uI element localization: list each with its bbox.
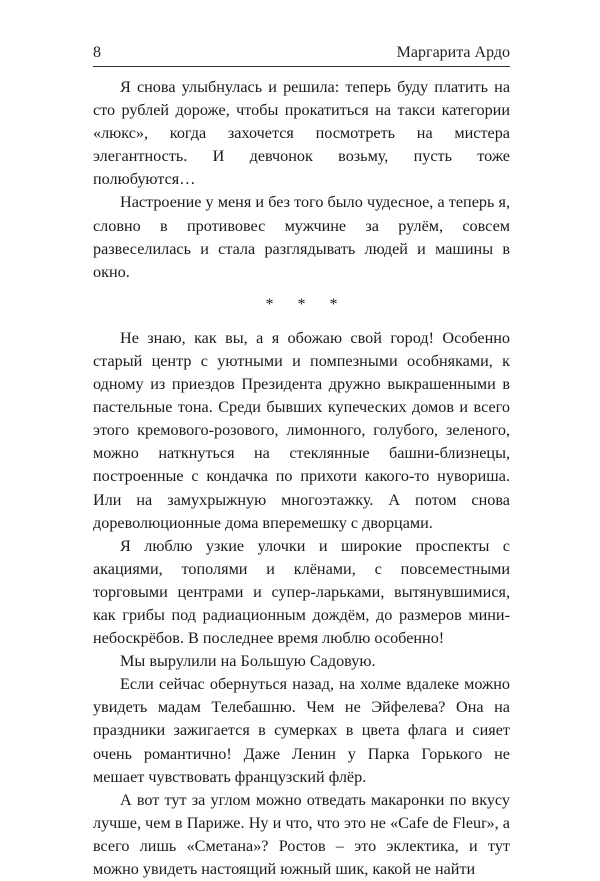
paragraph: Если сейчас обернуться назад, на холме вдалеке можно увидеть мадам Телебашню. Чем не Эйфелева? Она на праздники зажигается в сумерках в цвета флага и сияет очень романтично! Даже Ленин у Парка Горького не мешает чувствовать французский флёр. (93, 675, 510, 786)
section-separator: * * * (265, 295, 348, 313)
body-text (93, 76, 510, 881)
page-number: 8 (93, 44, 101, 61)
header-rule (93, 66, 510, 67)
paragraph: А вот тут за углом можно отведать макаронки по вкусу лучше, чем в Париже. Ну и что, что это не «Cafe de Fleur», а всего лишь «Сметана»? Ростов – это эклектика, и тут можно увидеть настоящий южный шик, какой не найти (93, 790, 510, 878)
paragraph: Я люблю узкие улочки и широкие проспекты с акациями, тополями и клёнами, с повсеместными торговыми центрами и супер-ларьками, вытянувшимися, как грибы под радиационным дождём, до размеров мини-небоскрёбов. В последнее время люблю особенно! (93, 536, 510, 648)
author-name: Маргарита Ардо (396, 44, 510, 61)
paragraph: Я снова улыбнулась и решила: теперь буду платить на сто рублей дороже, чтобы прокатиться на такси категории «люкс», когда захочется посмотреть на мистера элегантность. И девчонок возьму, пусть тоже полюбуются… (93, 78, 510, 189)
running-header (93, 40, 510, 62)
paragraph: Мы вырулили на Большую Садовую. (120, 652, 376, 671)
paragraph: Не знаю, как вы, а я обожаю свой город! Особенно старый центр с уютными и помпезными особняками, к одному из приездов Президента дружно выкрашенными в пастельные тона. Среди бывших купеческих домов и всего этого кремового-розового, лимонного, голубого, зеленого, можно наткнуться на стеклянные башни-близнецы, построенные с кондачка по прихоти какого-то нувориша. Или на замухрыжную многоэтажку. А потом снова дореволюционные дома вперемешку с дворцами. (93, 328, 510, 532)
paragraph: Настроение у меня и без того было чудесное, а теперь я, словно в противовес мужчине за рулём, совсем развеселилась и стала разглядывать людей и машины в окно. (93, 193, 510, 281)
